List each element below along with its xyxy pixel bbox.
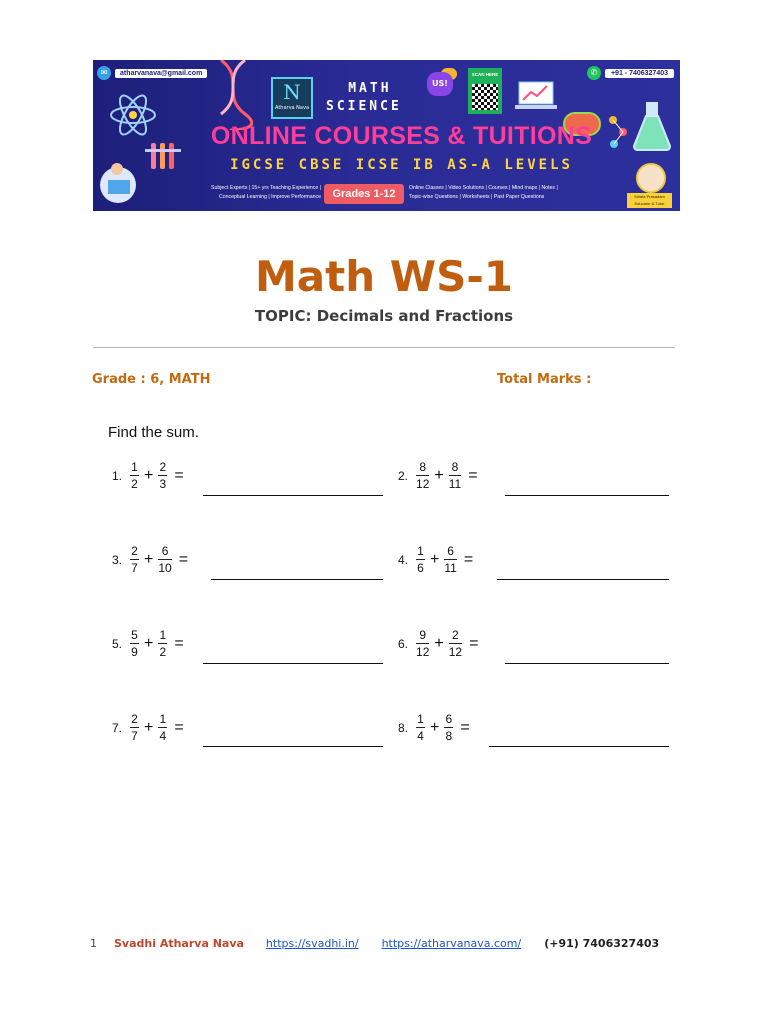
tutor-badge (627, 163, 672, 211)
footer-phone: (+91) 7406327403 (544, 937, 660, 950)
grade-label: Grade : 6, MATH (92, 372, 211, 387)
denominator: 6 (417, 561, 424, 575)
page-title: Math WS-1 (255, 252, 513, 301)
equals-sign: = (463, 550, 474, 568)
problem-5 (112, 628, 184, 659)
answer-blank-2[interactable] (505, 495, 669, 496)
numerator: 2 (159, 460, 167, 474)
fraction-bar (416, 727, 425, 728)
fraction-bar (444, 559, 456, 560)
fraction-b (449, 628, 462, 659)
equals-sign: = (469, 634, 479, 652)
fraction-bar (158, 559, 171, 560)
denominator: 2 (131, 477, 138, 491)
problem-6 (398, 628, 478, 659)
problem-number: 2. (398, 468, 409, 483)
problem-number: 5. (112, 636, 123, 651)
fraction-b (158, 712, 167, 743)
fraction-bar (449, 475, 461, 476)
numerator: 1 (417, 544, 424, 558)
problem-number: 1. (112, 468, 123, 483)
fraction-a (130, 628, 139, 659)
fraction-a (416, 460, 429, 491)
numerator: 8 (451, 460, 459, 474)
fraction-bar (130, 475, 139, 476)
fraction-bar (158, 475, 167, 476)
fraction-bar (449, 643, 462, 644)
denominator: 12 (416, 645, 430, 659)
plus-sign: + (430, 550, 440, 568)
denominator: 10 (158, 561, 172, 575)
denominator: 2 (159, 645, 167, 659)
problem-8 (398, 712, 470, 743)
equals-sign: = (174, 466, 184, 484)
phone-text: +91 - 7406327403 (605, 69, 674, 78)
fraction-bar (158, 727, 167, 728)
fraction-bar (416, 559, 425, 560)
banner-headline: ONLINE COURSES & TUITIONS (210, 122, 593, 150)
numerator: 2 (131, 544, 138, 558)
fraction-a (130, 544, 139, 575)
numerator: 2 (452, 628, 459, 642)
problem-number: 4. (398, 552, 409, 567)
fraction-b (444, 712, 453, 743)
topic-subtitle: TOPIC: Decimals and Fractions (254, 307, 514, 325)
denominator: 11 (448, 477, 462, 491)
equals-sign: = (178, 550, 189, 568)
info-left-line-1: Subject Experts | 15+ yrs Teaching Experience | (210, 185, 321, 191)
equals-sign: = (460, 718, 470, 736)
numerator: 6 (447, 544, 454, 558)
tutor-role: Educator & Tutor (634, 201, 665, 206)
plus-sign: + (144, 718, 154, 736)
answer-blank-7[interactable] (203, 746, 383, 747)
info-left-line-2: Conceptual Learning | Improve Performance (219, 194, 321, 200)
plus-sign: + (430, 718, 440, 736)
fraction-a (130, 460, 139, 491)
qr-code[interactable] (468, 68, 502, 114)
fraction-bar (416, 475, 429, 476)
fraction-bar (158, 643, 167, 644)
phone-contact[interactable] (587, 66, 674, 80)
denominator: 7 (131, 729, 138, 743)
email-icon: ✉ (97, 66, 111, 80)
banner-boards: IGCSE CBSE ICSE IB AS-A LEVELS (230, 157, 573, 173)
numerator: 8 (419, 460, 427, 474)
info-right-line-1: Online Classes | Video Solutions | Courses | Mind maps | Notes | (409, 185, 558, 191)
denominator: 4 (417, 729, 424, 743)
problem-number: 7. (112, 720, 123, 735)
fraction-a (416, 712, 425, 743)
email-contact[interactable] (97, 66, 207, 80)
problem-number: 8. (398, 720, 409, 735)
logo-caption: Atharva Nava (274, 105, 310, 111)
whatsapp-icon: ✆ (587, 66, 601, 80)
fraction-a (416, 628, 429, 659)
fraction-bar (130, 727, 139, 728)
equals-sign: = (468, 466, 478, 484)
link-svadhi[interactable]: https://svadhi.in/ (265, 937, 359, 950)
info-right-line-2: Topic-wise Questions | Worksheets | Past Paper Questions (409, 194, 545, 200)
problem-7 (112, 712, 184, 743)
denominator: 11 (444, 561, 457, 575)
denominator: 3 (159, 477, 167, 491)
numerator: 1 (417, 712, 424, 726)
instruction-text: Find the sum. (108, 424, 199, 441)
plus-sign: + (144, 634, 154, 652)
answer-blank-6[interactable] (505, 663, 669, 664)
email-text: atharvanava@gmail.com (115, 69, 207, 78)
problem-number: 3. (112, 552, 123, 567)
total-marks-label: Total Marks : (497, 372, 592, 387)
laptop-graph-icon (513, 80, 561, 114)
problem-2 (398, 460, 478, 491)
problem-3 (112, 544, 188, 575)
fraction-bar (130, 643, 139, 644)
dna-icon (213, 60, 253, 130)
fraction-b (158, 628, 167, 659)
tutor-avatar (636, 163, 666, 193)
fraction-a (416, 544, 425, 575)
fraction-b (444, 544, 456, 575)
answer-blank-8[interactable] (489, 746, 669, 747)
numerator: 2 (131, 712, 138, 726)
fraction-bar (416, 643, 429, 644)
problem-number: 6. (398, 636, 409, 651)
tutor-name: Srilata Prasadam (634, 194, 665, 199)
numerator: 9 (419, 628, 427, 642)
equals-sign: = (174, 634, 184, 652)
subjects-block (326, 80, 402, 116)
divider (93, 347, 675, 348)
plus-sign: + (434, 634, 444, 652)
fraction-bar (444, 727, 453, 728)
numerator: 5 (131, 628, 138, 642)
denominator: 7 (131, 561, 138, 575)
atharva-nava-logo: N Atharva Nava (271, 77, 313, 119)
denominator: 4 (159, 729, 167, 743)
problem-1 (112, 460, 184, 491)
qr-pattern (472, 84, 498, 110)
answer-blank-3[interactable] (211, 579, 383, 580)
numerator: 1 (159, 628, 167, 642)
numerator: 6 (161, 544, 169, 558)
fraction-b (449, 460, 461, 491)
answer-blank-4[interactable] (497, 579, 669, 580)
footer-brand: Svadhi Atharva Nava (114, 937, 244, 950)
fraction-b (158, 460, 167, 491)
denominator: 8 (445, 729, 453, 743)
denominator: 12 (448, 645, 463, 659)
numerator: 1 (159, 712, 167, 726)
banner-info-left (191, 184, 321, 202)
numerator: 1 (131, 460, 138, 474)
answer-blank-1[interactable] (203, 495, 383, 496)
header-banner (93, 60, 680, 211)
equals-sign: = (174, 718, 184, 736)
tutor-tag (627, 193, 672, 208)
banner-info-right (409, 184, 589, 202)
subject-science: SCIENCE (326, 99, 402, 114)
fraction-a (130, 712, 139, 743)
qr-caption: SCAN HERE (471, 72, 499, 77)
link-atharvanava[interactable]: https://atharvanava.com/ (381, 937, 522, 950)
denominator: 12 (416, 477, 430, 491)
answer-blank-5[interactable] (203, 663, 383, 664)
page-footer (90, 937, 659, 950)
plus-sign: + (144, 550, 154, 568)
denominator: 9 (131, 645, 138, 659)
subject-math: MATH (348, 81, 392, 96)
numerator: 6 (445, 712, 453, 726)
grades-badge: Grades 1-12 (324, 184, 404, 204)
fraction-b (158, 544, 171, 575)
fraction-bar (130, 559, 139, 560)
plus-sign: + (144, 466, 154, 484)
page-number: 1 (90, 937, 97, 950)
contact-us-bubble: US! (427, 72, 453, 96)
plus-sign: + (434, 466, 444, 484)
problem-4 (398, 544, 473, 575)
